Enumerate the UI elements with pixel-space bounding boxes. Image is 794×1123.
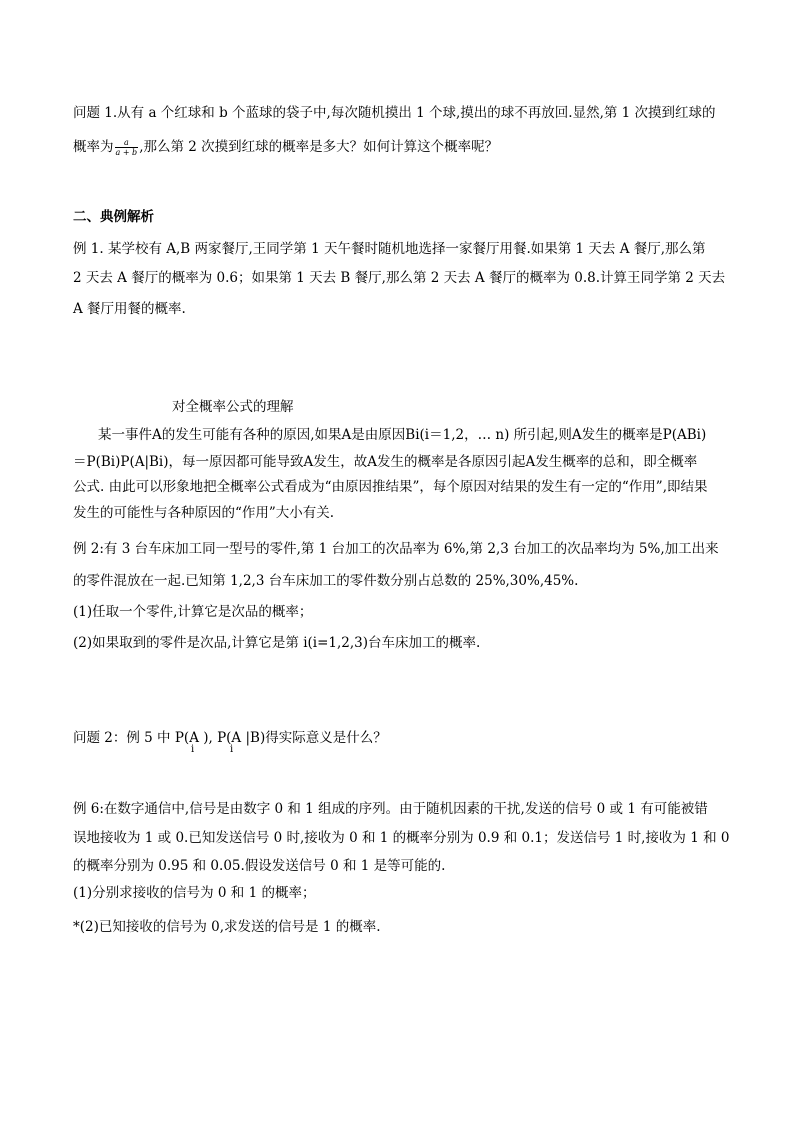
question-1-prefix: 概率为 bbox=[73, 139, 114, 155]
example-2-part-1: (1)任取一个零件,计算它是次品的概率； bbox=[73, 604, 313, 620]
example-1-line-3: A 餐厅用餐的概率. bbox=[73, 301, 186, 317]
example-2-line-2: 的零件混放在一起.已知第 1,2,3 台车床加工的零件数分别占总数的 25%,30%,45%. bbox=[73, 573, 579, 589]
fraction-numerator: a bbox=[123, 138, 129, 147]
example-6-part-1: (1)分别求接收的信号为 0 和 1 的概率； bbox=[73, 885, 316, 901]
question-1-line-1: 问题 1.从有 a 个红球和 b 个蓝球的袋子中,每次随机摸出 1 个球,摸出的球不再放回.显然,第 1 次摸到红球的 bbox=[73, 105, 716, 121]
example-6-line-2: 误地接收为 1 或 0.已知发送信号 0 时,接收为 0 和 1 的概率分别为 0.9 和 0.1；发送信号 1 时,接收为 1 和 0 bbox=[73, 830, 730, 846]
note-line-1: 某一事件A的发生可能有各种的原因,如果A是由原因Bi(i＝1,2，… n) 所引起,则A发生的概率是P(ABi) bbox=[98, 427, 707, 443]
fraction-a-over-a-plus-b bbox=[115, 138, 139, 157]
example-2-part-2: (2)如果取到的零件是次品,计算它是第 i(i=1,2,3)台车床加工的概率. bbox=[73, 635, 481, 651]
question-2-subscript-2: i bbox=[230, 744, 234, 755]
example-2-line-1: 例 2:有 3 台车床加工同一型号的零件,第 1 台加工的次品率为 6%,第 2,3 台加工的次品率均为 5%,加工出来 bbox=[73, 541, 719, 557]
example-1-line-1: 例 1. 某学校有 A,B 两家餐厅,王同学第 1 天午餐时随机地选择一家餐厅用餐.如果第 1 天去 A 餐厅,那么第 bbox=[73, 241, 706, 257]
example-6-line-1: 例 6:在数字通信中,信号是由数字 0 和 1 组成的序列。由于随机因素的干扰,发送的信号 0 或 1 有可能被错 bbox=[73, 801, 708, 817]
question-1-line-2 bbox=[73, 138, 498, 157]
note-title: 对全概率公式的理解 bbox=[172, 399, 294, 415]
example-1-line-2: 2 天去 A 餐厅的概率为 0.6；如果第 1 天去 B 餐厅,那么第 2 天去 A 餐厅的概率为 0.8.计算王同学第 2 天去 bbox=[73, 270, 726, 286]
example-6-line-3: 的概率分别为 0.95 和 0.05.假设发送信号 0 和 1 是等可能的. bbox=[73, 858, 446, 874]
note-line-3: 公式. 由此可以形象地把全概率公式看成为“由原因推结果”，每个原因对结果的发生有一定的“作用”,即结果 bbox=[73, 479, 708, 495]
question-2: 问题 2：例 5 中 P(A ), P(A |B)得实际意义是什么？ bbox=[73, 730, 387, 746]
example-6-part-2: *(2)已知接收的信号为 0,求发送的信号是 1 的概率. bbox=[73, 919, 381, 935]
question-2-subscript-1: i bbox=[191, 744, 195, 755]
note-line-4: 发生的可能性与各种原因的“作用”大小有关. bbox=[73, 505, 335, 521]
question-1-suffix: ,那么第 2 次摸到红球的概率是多大？如何计算这个概率呢？ bbox=[139, 139, 499, 155]
note-line-2: ＝P(Bi)P(A|Bi)，每一原因都可能导致A发生，故A发生的概率是各原因引起A发生概率的总和，即全概率 bbox=[73, 454, 698, 470]
fraction-denominator: a + b bbox=[115, 148, 138, 157]
section-title-examples: 二、典例解析 bbox=[73, 209, 154, 225]
